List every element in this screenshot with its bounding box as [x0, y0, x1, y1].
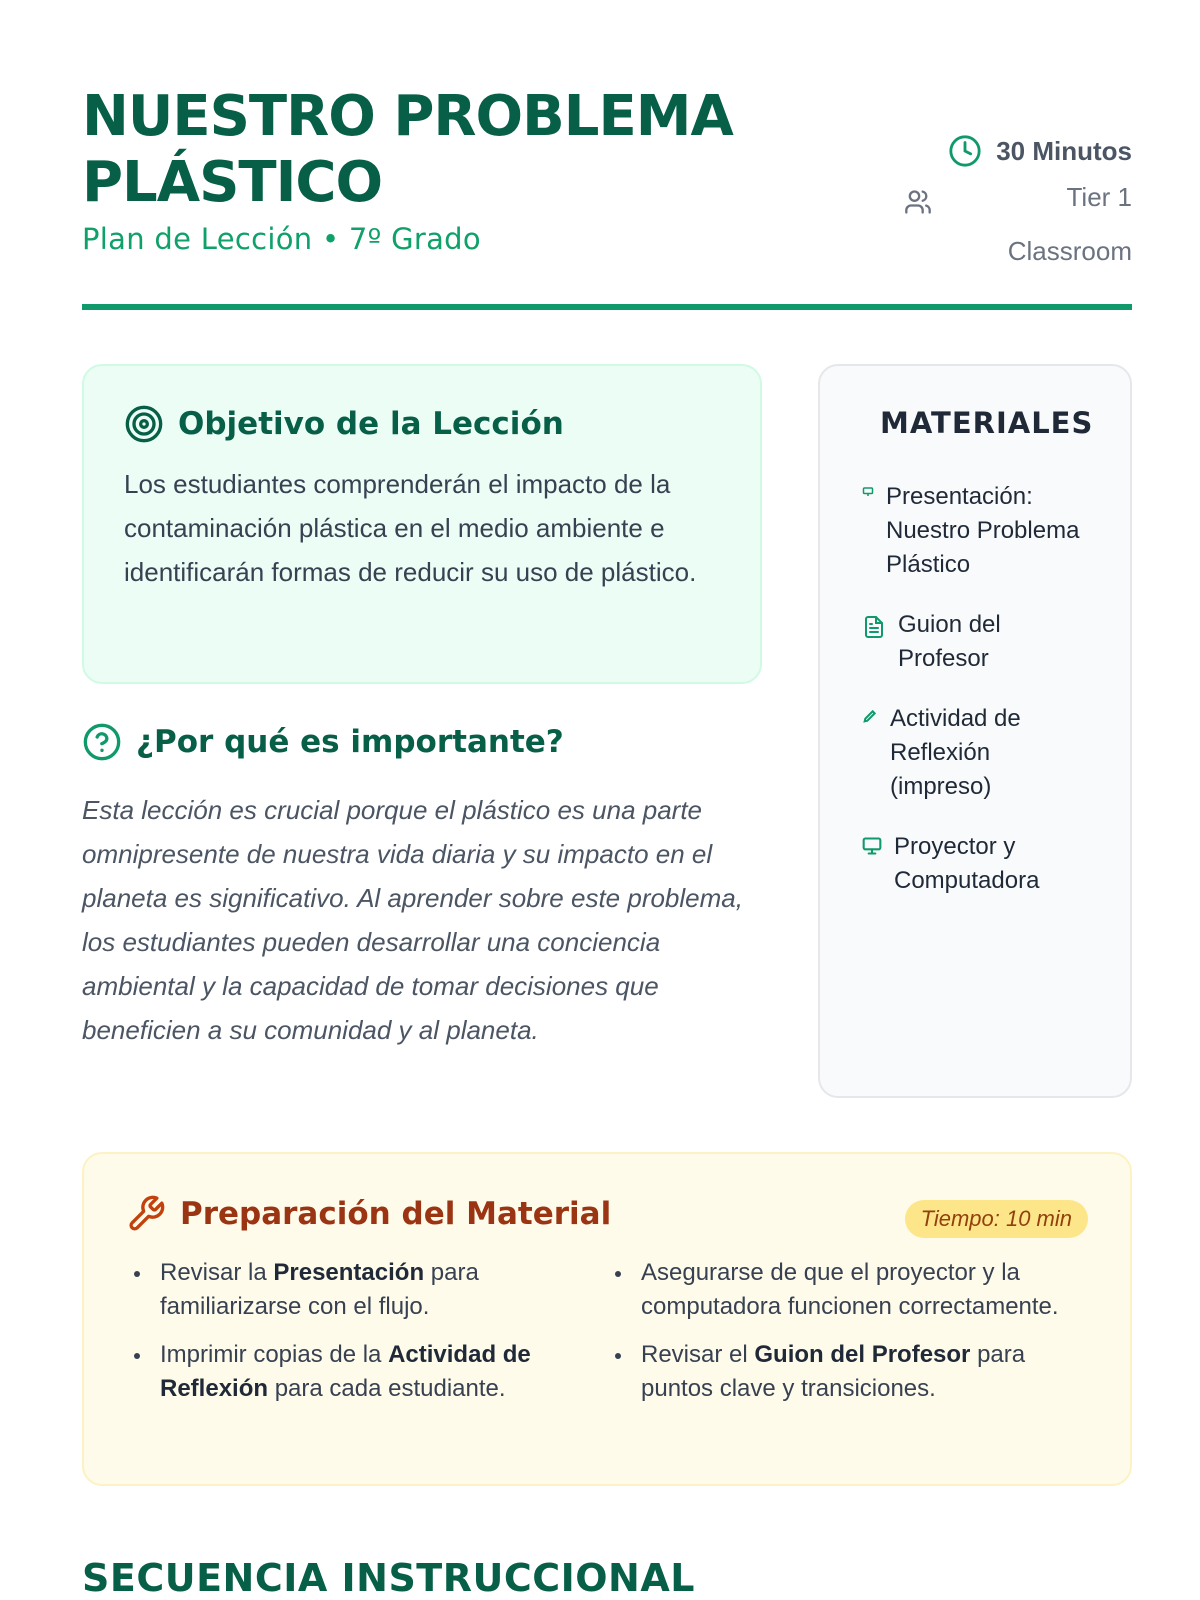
page-title: NUESTRO PROBLEMA PLÁSTICO — [82, 84, 733, 215]
page-header — [82, 84, 1132, 310]
question-circle-icon — [82, 722, 122, 762]
preparation-item: Revisar el Guion del Profesor para puntos clave y transiciones. — [607, 1338, 1088, 1406]
preparation-list-left — [126, 1256, 607, 1420]
material-label: Guion del Profesor — [898, 611, 1001, 672]
header-divider — [82, 304, 1132, 310]
duration-label: 30 Minutos — [996, 136, 1132, 166]
preparation-item: Asegurarse de que el proyector y la computadora funcionen correctamente. — [607, 1256, 1088, 1324]
material-label: Presentación: Nuestro Problema Plástico — [886, 483, 1080, 578]
material-item — [862, 608, 1088, 676]
wrench-icon — [126, 1194, 166, 1234]
material-item — [862, 830, 1088, 898]
material-label: Actividad de Reflexión (impreso) — [890, 705, 1021, 800]
objective-text: Los estudiantes comprenderán el impacto de la contaminación plástica en el medio ambiente e identificarán formas de reducir su uso de plástico. — [124, 469, 697, 587]
lesson-meta — [904, 134, 1132, 278]
why-heading: ¿Por qué es importante? — [136, 724, 564, 760]
preparation-item: Imprimir copias de la Actividad de Reflexión para cada estudiante. — [126, 1338, 607, 1406]
why-section — [82, 722, 762, 1052]
why-text: Esta lección es crucial porque el plástico es una parte omnipresente de nuestra vida diaria y su impacto en el planeta es significativo. Al aprender sobre este problema, los estudiantes pueden desarrollar una conciencia ambiental y la capacidad de tomar decisiones que beneficien a su comunidad y al planeta. — [82, 795, 743, 1045]
clock-icon — [948, 134, 982, 168]
objective-heading-row — [124, 404, 720, 444]
why-heading-row — [82, 722, 762, 762]
material-item — [862, 480, 1088, 582]
preparation-item: Revisar la Presentación para familiarizarse con el flujo. — [126, 1256, 607, 1324]
users-icon — [904, 188, 932, 216]
tier-row — [904, 168, 1132, 278]
preparation-columns — [126, 1256, 1088, 1420]
sequence-heading: SECUENCIA INSTRUCCIONAL — [82, 1556, 695, 1600]
tier-label: Tier 1 Classroom — [1007, 182, 1132, 266]
document-icon — [862, 614, 886, 640]
time-badge: Tiempo: 10 min — [905, 1200, 1088, 1238]
preparation-heading: Preparación del Material — [180, 1196, 612, 1232]
materials-list — [862, 480, 1088, 898]
material-label: Proyector y Computadora — [894, 833, 1040, 894]
preparation-card — [82, 1152, 1132, 1486]
page-subtitle: Plan de Lección • 7º Grado — [82, 222, 481, 256]
presentation-icon — [862, 486, 874, 498]
target-icon — [124, 404, 164, 444]
materials-heading-row — [862, 406, 1094, 440]
duration-row — [904, 134, 1132, 168]
material-item — [862, 702, 1088, 804]
materials-panel — [818, 364, 1132, 1098]
materials-heading: MATERIALES — [880, 406, 1094, 440]
preparation-list-right — [607, 1256, 1088, 1420]
objective-card — [82, 364, 762, 684]
objective-heading: Objetivo de la Lección — [178, 406, 564, 442]
pencil-icon — [862, 708, 878, 724]
monitor-icon — [862, 836, 882, 856]
